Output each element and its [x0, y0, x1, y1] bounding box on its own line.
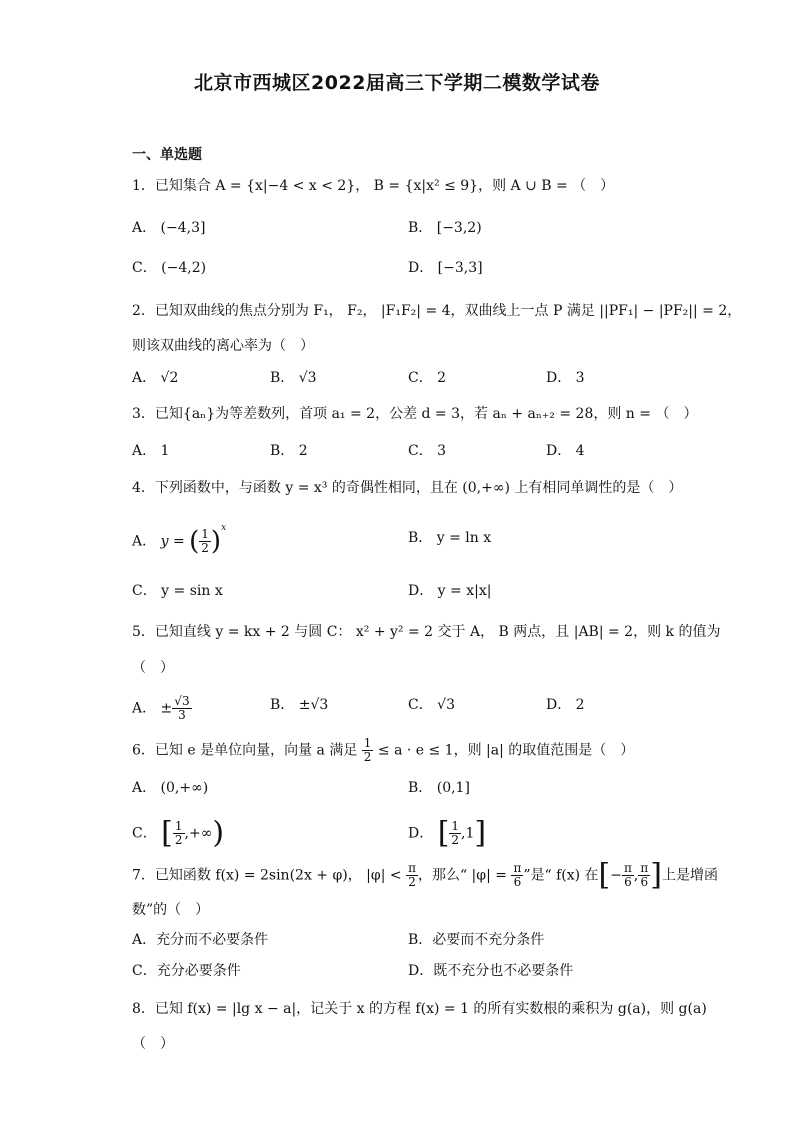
q7-stem-part2: ，那么“ |φ| = [417, 867, 507, 884]
q6-option-d [408, 815, 487, 851]
q7-fraction-2: $\frac{\pi}{6}$ [513, 861, 522, 889]
q6-option-b: B． (0,1] [408, 780, 470, 796]
right-bracket: ] [650, 857, 662, 893]
q2-option-a: A． √2 [132, 370, 179, 386]
q4-option-c: C． y = sin x [132, 583, 223, 599]
left-bracket: [ [437, 815, 450, 851]
q4-option-a-lhs: y = [160, 533, 185, 550]
question-7-stem-line2: 数”的（ ） [132, 902, 210, 918]
q6-stem-part2: ≤ a · e ≤ 1，则 |a| 的取值范围是（ ） [377, 742, 635, 759]
q7-fraction-1: $\frac{\pi}{2}$ [408, 861, 416, 889]
right-bracket: ] [474, 815, 487, 851]
minus-sign: − [610, 867, 622, 884]
q3-option-c: C． 3 [408, 443, 447, 459]
question-5-stem: 5．已知直线 y = kx + 2 与圆 C： x² + y² = 2 交于 A， B 两点，且 |AB| = 2，则 k 的值为 [132, 624, 721, 640]
q5-option-c: C． √3 [408, 697, 455, 713]
q6-fraction: $\frac{1}{2}$ [363, 736, 372, 764]
question-2-stem-line2: 则该双曲线的离心率为（ ） [132, 338, 314, 354]
page-title: 北京市西城区2022届高三下学期二模数学试卷 [194, 72, 600, 94]
q4-option-d: D． y = x|x| [408, 583, 492, 599]
q6-option-c [132, 815, 225, 851]
q1-option-c: C． (−4,2) [132, 260, 207, 276]
q6-option-a: A． (0,+∞) [132, 780, 209, 796]
q7-fraction-4: $\frac{\pi}{6}$ [640, 861, 649, 889]
q6-option-d-label: D． [408, 825, 434, 842]
question-5-stem-line2: （ ） [132, 660, 174, 676]
q7-stem-part3: ”是“ f(x) 在 [523, 867, 599, 884]
q4-exponent: x [221, 523, 227, 533]
q1-option-d: D． [−3,3] [408, 260, 483, 276]
q5-option-d: D． 2 [546, 697, 585, 713]
q2-option-c: C． 2 [408, 370, 447, 386]
q7-option-c: C．充分必要条件 [132, 963, 241, 979]
right-paren: ) [212, 815, 225, 851]
q4-option-a-label: A． [132, 533, 157, 550]
left-paren: ( [189, 526, 200, 557]
question-1-stem: 1．已知集合 A = {x|−4 < x < 2}， B = {x|x² ≤ 9}，则 A ∪ B = （ ） [132, 178, 615, 194]
q6-stem-part1: 6．已知 e 是单位向量，向量 a 满足 [132, 742, 358, 759]
q2-option-b: B． √3 [270, 370, 317, 386]
q7-fraction-3: $\frac{\pi}{6}$ [624, 861, 632, 889]
question-2-stem: 2．已知双曲线的焦点分别为 F₁， F₂， |F₁F₂| = 4，双曲线上一点 P 满足 ||PF₁| − |PF₂|| = 2， [132, 303, 742, 319]
q4-option-a [132, 523, 227, 557]
question-4-stem: 4．下列函数中，与函数 y = x³ 的奇偶性相同，且在 (0,+∞) 上有相同单调性的是（ ） [132, 480, 683, 496]
section-heading: 一、单选题 [132, 147, 202, 163]
right-paren: ) [210, 526, 222, 557]
q4-option-b: B． y = ln x [408, 530, 492, 546]
q7-option-a: A．充分而不必要条件 [132, 932, 269, 948]
question-8-stem-line2: （ ） [132, 1036, 174, 1052]
question-7-stem [132, 857, 718, 893]
question-3-stem: 3．已知{aₙ}为等差数列，首项 a₁ = 2，公差 d = 3，若 aₙ + aₙ₊₂ = 28，则 n = （ ） [132, 406, 698, 422]
q7-stem-part1: 7．已知函数 f(x) = 2sin(2x + φ)， |φ| < [132, 867, 402, 884]
q3-option-b: B． 2 [270, 443, 308, 459]
comma: , [633, 867, 639, 884]
q6c-fraction: $\frac{1}{2}$ [174, 819, 183, 847]
q7-option-b: B．必要而不充分条件 [408, 932, 545, 948]
q1-option-b: B． [−3,2) [408, 220, 482, 236]
question-6-stem [132, 737, 634, 764]
q6c-tail: ,+∞ [184, 825, 213, 842]
question-8-stem: 8．已知 f(x) = |lg x − a|，记关于 x 的方程 f(x) = 1 的所有实数根的乘积为 g(a)，则 g(a) [132, 1001, 707, 1017]
q3-option-d: D． 4 [546, 443, 585, 459]
left-bracket: [ [598, 857, 611, 893]
q7-stem-part4: 上是增函 [661, 867, 718, 884]
q6d-fraction: $\frac{1}{2}$ [451, 819, 460, 847]
q4-fraction: $\frac{1}{2}$ [201, 527, 209, 556]
q2-option-d: D． 3 [546, 370, 585, 386]
q5-fraction: $\frac{√3}{3}$ [174, 694, 190, 722]
q5-option-a-label: A． ± [132, 700, 173, 717]
left-bracket: [ [161, 815, 173, 851]
q6-option-c-label: C． [132, 825, 157, 842]
q5-option-b: B． ±√3 [270, 697, 329, 713]
q1-option-a: A． (−4,3] [132, 220, 206, 236]
q5-option-a [132, 695, 192, 722]
q6d-tail: ,1 [461, 825, 475, 842]
q7-option-d: D．既不充分也不必要条件 [408, 963, 574, 979]
q3-option-a: A． 1 [132, 443, 170, 459]
